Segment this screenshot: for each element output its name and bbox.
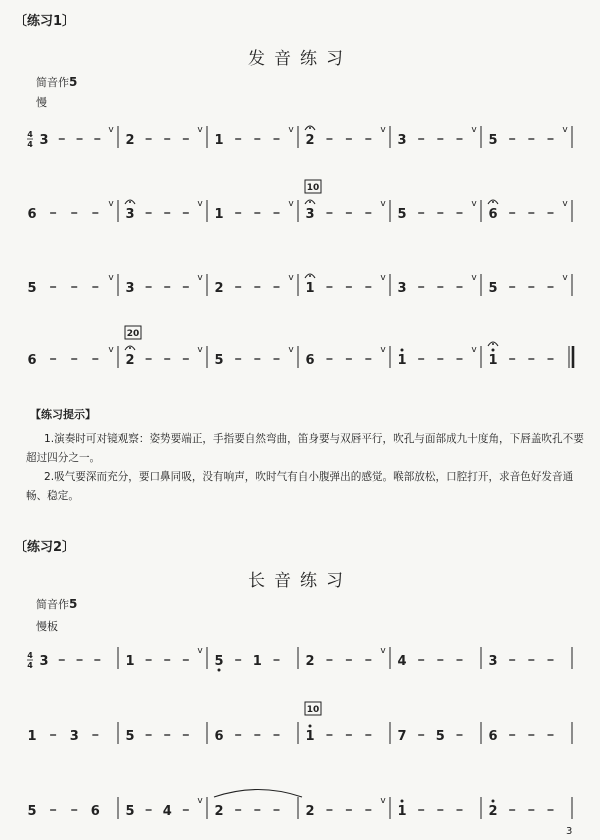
exercise-2-tempo: 慢板: [36, 620, 58, 633]
high-octave-dot: [401, 800, 404, 803]
rehearsal-number: 10: [306, 705, 320, 715]
note-1: 1: [488, 353, 498, 368]
exercise-2-label: 〔练习2〕: [14, 540, 76, 555]
note-2: 2: [305, 654, 315, 669]
breath-mark: v: [288, 345, 294, 355]
breath-mark: v: [380, 646, 386, 656]
breath-mark: v: [288, 125, 294, 135]
exercise-1-title: 发音练习: [248, 49, 352, 69]
note-5: 5: [214, 654, 224, 669]
note-3: 3: [305, 207, 315, 222]
note-5: 5: [27, 281, 37, 296]
note-5: 5: [214, 353, 224, 368]
breath-mark: v: [197, 273, 203, 283]
note-3: 3: [39, 654, 49, 669]
note-5: 5: [435, 729, 445, 744]
note-1: 1: [397, 353, 407, 368]
note-2: 2: [488, 804, 498, 819]
breath-mark: v: [197, 646, 203, 656]
breath-mark: v: [197, 199, 203, 209]
note-3: 3: [125, 281, 135, 296]
note-3: 3: [39, 133, 49, 148]
low-octave-dot: [218, 669, 221, 672]
note-5: 5: [27, 804, 37, 819]
rehearsal-number: 10: [306, 183, 320, 193]
breath-mark: v: [288, 199, 294, 209]
time-sig-bottom: 4: [27, 140, 33, 149]
breath-mark: v: [380, 273, 386, 283]
note-3: 3: [125, 207, 135, 222]
breath-mark: v: [471, 273, 477, 283]
note-3: 3: [69, 729, 79, 744]
note-2: 2: [214, 804, 224, 819]
note-6: 6: [90, 804, 100, 819]
breath-mark: v: [380, 796, 386, 806]
tips-title: 【练习提示】: [30, 408, 96, 421]
breath-mark: v: [108, 199, 114, 209]
note-1: 1: [214, 207, 224, 222]
breath-mark: v: [471, 345, 477, 355]
breath-mark: v: [471, 199, 477, 209]
note-3: 3: [397, 281, 407, 296]
note-1: 1: [27, 729, 37, 744]
tip-2: 2.吸气要深而充分，要口鼻同吸，没有响声，吹时气有自小腹弹出的感觉。喉部放松，口腔打开，求音色好发音通畅、稳定。: [26, 471, 574, 502]
note-1: 1: [252, 654, 262, 669]
breath-mark: v: [108, 345, 114, 355]
note-1: 1: [305, 281, 315, 296]
tip-1: 1.演奏时可对镜观察：姿势要端正，手指要自然弯曲，笛身要与双唇平行，吹孔与面部成九十度角，下唇盖吹孔不要超过四分之一。: [26, 433, 584, 464]
note-6: 6: [214, 729, 224, 744]
breath-mark: v: [380, 345, 386, 355]
breath-mark: v: [471, 125, 477, 135]
time-sig-top: 4: [27, 651, 33, 660]
note-1: 1: [305, 729, 315, 744]
note-2: 2: [305, 804, 315, 819]
breath-mark: v: [197, 345, 203, 355]
key-prefix: 简音作: [36, 598, 69, 611]
breath-mark: v: [288, 273, 294, 283]
note-5: 5: [488, 281, 498, 296]
note-1: 1: [397, 804, 407, 819]
note-6: 6: [488, 729, 498, 744]
note-4: 4: [162, 804, 172, 819]
key-prefix: 简音作: [36, 76, 69, 89]
key-digit: 5: [69, 597, 78, 611]
note-5: 5: [125, 729, 135, 744]
breath-mark: v: [108, 125, 114, 135]
note-6: 6: [27, 353, 37, 368]
tie-arc: [214, 790, 302, 798]
note-1: 1: [214, 133, 224, 148]
key-digit: 5: [69, 75, 78, 89]
exercise-1-label: 〔练习1〕: [14, 14, 76, 29]
breath-mark: v: [380, 199, 386, 209]
note-5: 5: [125, 804, 135, 819]
breath-mark: v: [197, 796, 203, 806]
high-octave-dot: [309, 725, 312, 728]
note-2: 2: [305, 133, 315, 148]
time-sig-top: 4: [27, 130, 33, 139]
breath-mark: v: [562, 199, 568, 209]
note-5: 5: [397, 207, 407, 222]
note-6: 6: [27, 207, 37, 222]
time-sig-bottom: 4: [27, 661, 33, 670]
breath-mark: v: [562, 125, 568, 135]
page-number: 3: [566, 826, 573, 837]
note-3: 3: [397, 133, 407, 148]
note-7: 7: [397, 729, 407, 744]
note-6: 6: [305, 353, 315, 368]
rehearsal-number: 20: [126, 329, 140, 339]
exercise-1-tempo: 慢: [36, 96, 47, 109]
note-2: 2: [125, 133, 135, 148]
note-2: 2: [214, 281, 224, 296]
note-4: 4: [397, 654, 407, 669]
note-6: 6: [488, 207, 498, 222]
breath-mark: v: [197, 125, 203, 135]
breath-mark: v: [380, 125, 386, 135]
note-1: 1: [125, 654, 135, 669]
note-5: 5: [488, 133, 498, 148]
breath-mark: v: [562, 273, 568, 283]
high-octave-dot: [492, 800, 495, 803]
exercise-2-title: 长音练习: [248, 571, 352, 591]
note-2: 2: [125, 353, 135, 368]
note-3: 3: [488, 654, 498, 669]
breath-mark: v: [108, 273, 114, 283]
